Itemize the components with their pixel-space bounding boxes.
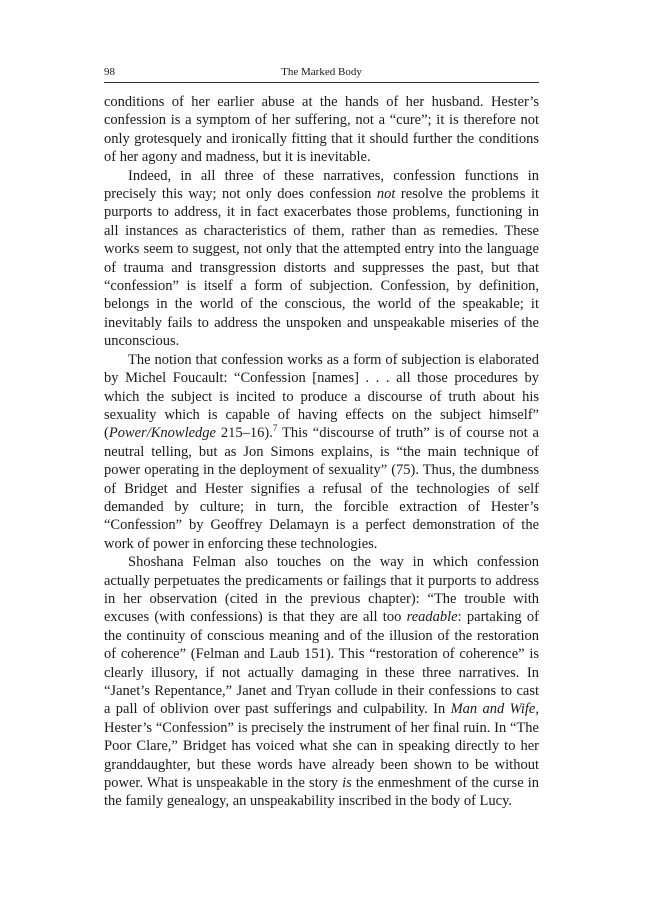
italic-text: readable [406, 609, 458, 626]
text-run: the enmeshment of the curse in the family genealogy, an unspeakability inscribed in the body of Lucy. [104, 775, 539, 810]
paragraph-4 [104, 553, 539, 811]
text-run: : partaking of the continuity of conscious meaning and of the illusion of the restoration of coherence” (Felman and Laub 151). This “restoration of coherence” is clearly illusory, if not actually damaging in these three narratives. In “Janet’s Repentance,” Janet and Tryan collude in their confessions to cast a pall of oblivion over past sufferings and culpability. In [104, 609, 539, 718]
text-run: conditions of her earlier abuse at the hands of her husband. Hester’s confession is a symptom of her suffering, not a “cure”; it is therefore not only grotesquely and ironically fitting that it should further the conditions of her agony and madness, but it is inevitable. [104, 94, 539, 166]
italic-text: Power/Knowledge [108, 425, 216, 442]
paragraph-2 [104, 167, 539, 351]
text-run: This “discourse of truth” is of course not a neutral telling, but as Jon Simons explains, is “the main technique of power operating in the deployment of sexuality” (75). Thus, the dumbness of Bridget and Hester signifies a refusal of the technologies of self demanded by culture; in turn, the forcible extraction of Hester’s “Confession” by Geoffrey Delamayn is a perfect demonstration of the work of power in enforcing these technologies. [104, 425, 539, 552]
running-title: The Marked Body [281, 66, 362, 78]
text-run: The notion that confession works as a form of subjection is elaborated by Michel Foucault: “Confession [names] . . . all those procedures by which the subject is incited to produce a discourse of truth about his sexuality which is capable of having effects on the subject himself” ( [104, 351, 539, 442]
text-run: 215–16). [215, 425, 273, 442]
text-run: Indeed, in all three of these narratives, confession functions in precisely this way; not only does confession [104, 167, 539, 203]
italic-text: is [342, 775, 352, 792]
body-text [104, 93, 539, 811]
text-run: Shoshana Felman also touches on the way in which confession actually perpetuates the predicaments or failings that it purports to address in her observation (cited in the previous chapter): “The trouble with excuses (with confessions) is that they are all too [104, 554, 539, 626]
paragraph-1 [104, 93, 539, 167]
page-number: 98 [104, 66, 115, 78]
footnote-marker: 7 [272, 423, 278, 434]
text-run: resolve the problems it purports to address, it in fact exacerbates those problems, functioning in all instances as characteristics of them, rather than as remedies. These works seem to suggest, not only that the attempted entry into the language of trauma and transgression distorts and suppresses the past, but that “confession” is itself a form of subjection. Confession, by definition, belongs in the world of the conscious, the world of the speakable; it inevitably fails to address the unspoken and unspeakable miseries of the unconscious. [104, 186, 540, 350]
text-run: Hester’s “Confession” is precisely the instrument of her final ruin. In “The Poor Clare,” Bridget has voiced what she can in speaking directly to her granddaughter, but these words have already been shown to be without power. What is unspeakable in the story [104, 719, 539, 792]
italic-text: not [376, 186, 396, 203]
paragraph-3 [104, 351, 539, 553]
running-head [104, 62, 539, 83]
italic-text: Man and Wife, [450, 701, 539, 718]
